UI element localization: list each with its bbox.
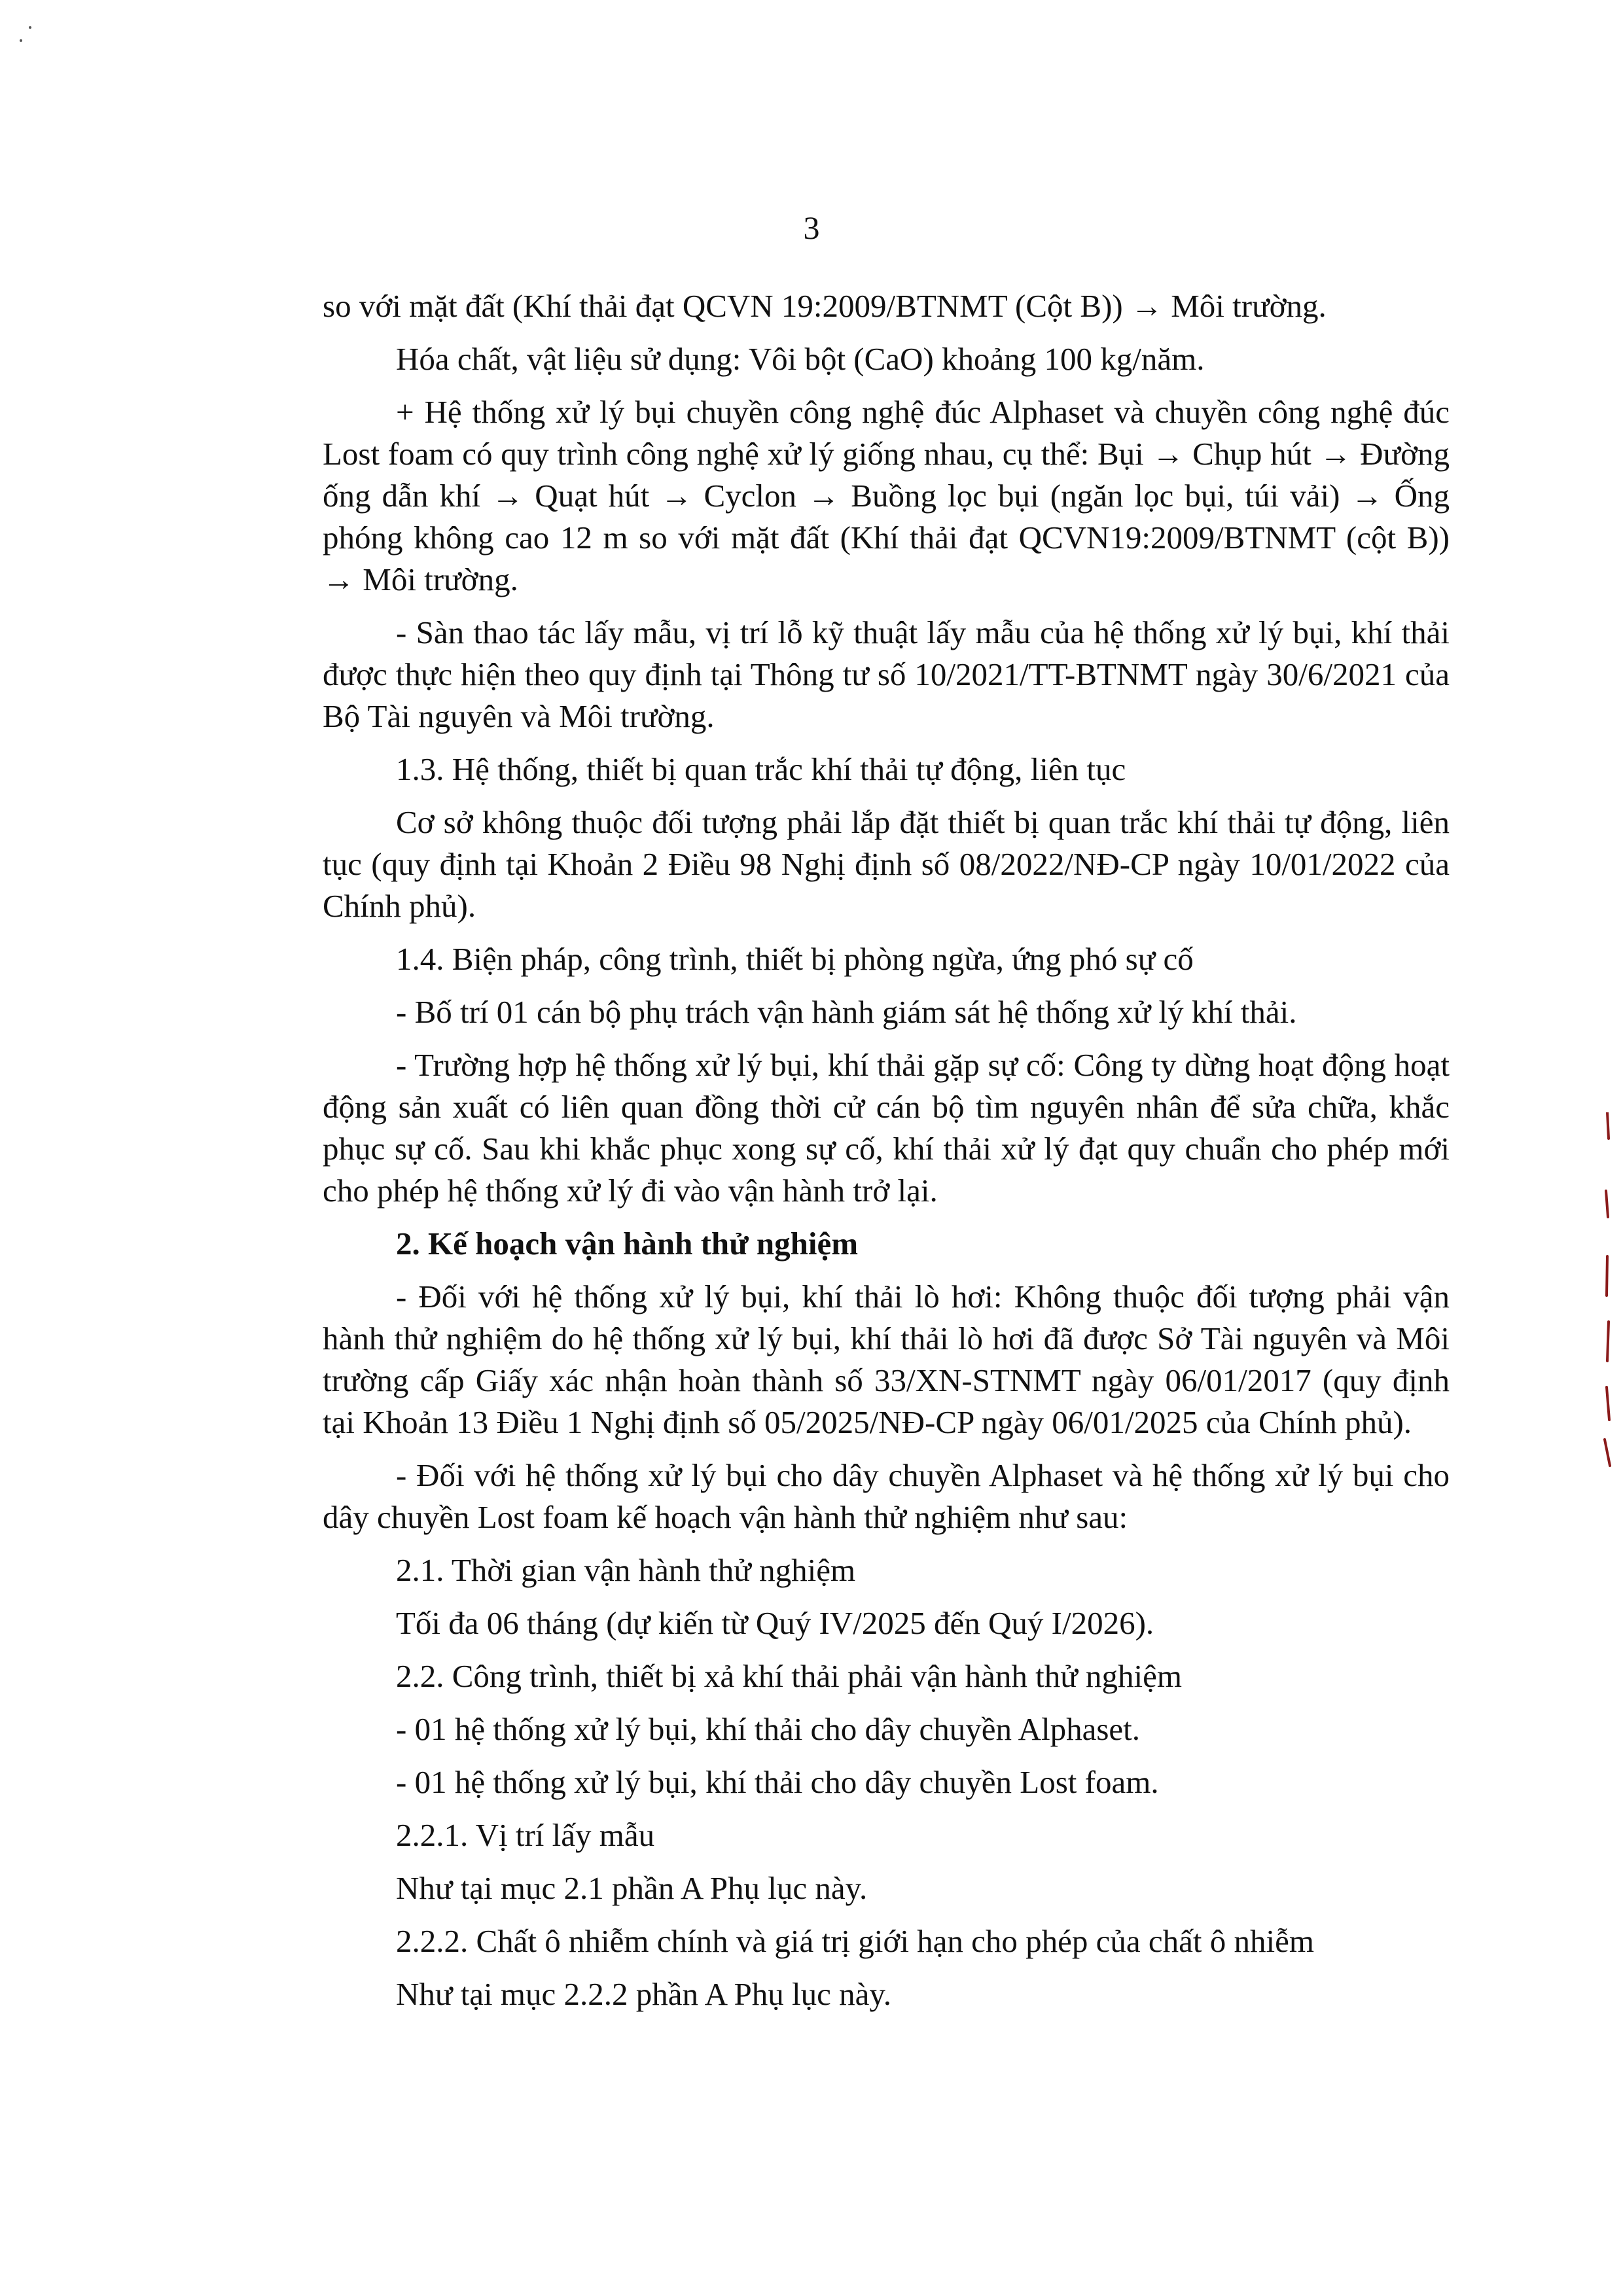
section-heading: 1.4. Biện pháp, công trình, thiết bị phòng ngừa, ứng phó sự cố: [396, 941, 1194, 977]
subsection-heading: 2.2.1. Vị trí lấy mẫu: [396, 1817, 655, 1853]
list-item: - 01 hệ thống xử lý bụi, khí thải cho dây chuyền Lost foam.: [396, 1764, 1159, 1800]
paragraph: - Đối với hệ thống xử lý bụi, khí thải lò hơi: Không thuộc đối tượng phải vận hành thử nghiệm do hệ thống xử lý bụi, khí thải lò hơi đã được Sở Tài nguyên và Môi trường cấp Giấy xác nhận hoàn thành số 33/XN-STNMT ngày 06/01/2017 (quy định tại Khoản 13 Điều 1 Nghị định số 05/2025/NĐ-CP ngày 06/01/2025 của Chính phủ).: [323, 1279, 1450, 1440]
subsection-heading: 2.2. Công trình, thiết bị xả khí thải phải vận hành thử nghiệm: [396, 1658, 1183, 1694]
paragraph: - Sàn thao tác lấy mẫu, vị trí lỗ kỹ thuật lấy mẫu của hệ thống xử lý bụi, khí thải được thực hiện theo quy định tại Thông tư số 10/2021/TT-BTNMT ngày 30/6/2021 của Bộ Tài nguyên và Môi trường.: [323, 614, 1450, 734]
margin-stamp-mark: [1601, 1112, 1614, 1479]
paragraph: + Hệ thống xử lý bụi chuyền công nghệ đúc Alphaset và chuyền công nghệ đúc Lost foam có quy trình công nghệ xử lý giống nhau, cụ thể: Bụi → Chụp hút → Đường ống dẫn khí → Quạt hút → Cyclon → Buồng lọc bụi (ngăn lọc bụi, túi vải) → Ống phóng không cao 12 m so với mặt đất (Khí thải đạt QCVN19:2009/BTNMT (cột B)) → Môi trường.: [323, 394, 1450, 597]
section-heading: 1.3. Hệ thống, thiết bị quan trắc khí thải tự động, liên tục: [396, 751, 1126, 787]
page-number: 3: [803, 209, 820, 246]
scan-speck: [29, 26, 31, 29]
subsection-heading: 2.2.2. Chất ô nhiễm chính và giá trị giới hạn cho phép của chất ô nhiễm: [396, 1923, 1315, 1959]
paragraph: - Bố trí 01 cán bộ phụ trách vận hành giám sát hệ thống xử lý khí thải.: [396, 994, 1297, 1030]
paragraph: so với mặt đất (Khí thải đạt QCVN 19:2009/BTNMT (Cột B)) → Môi trường.: [323, 288, 1327, 324]
subsection-heading: 2.1. Thời gian vận hành thử nghiệm: [396, 1552, 856, 1588]
list-item: - 01 hệ thống xử lý bụi, khí thải cho dây chuyền Alphaset.: [396, 1711, 1141, 1747]
paragraph: Hóa chất, vật liệu sử dụng: Vôi bột (CaO) khoảng 100 kg/năm.: [396, 341, 1205, 377]
scan-speck: [20, 39, 22, 42]
paragraph: - Trường hợp hệ thống xử lý bụi, khí thải gặp sự cố: Công ty dừng hoạt động hoạt động sản xuất có liên quan đồng thời cử cán bộ tìm nguyên nhân để sửa chữa, khắc phục sự cố. Sau khi khắc phục xong sự cố, khí thải xử lý đạt quy chuẩn cho phép mới cho phép hệ thống xử lý đi vào vận hành trở lại.: [323, 1047, 1450, 1209]
section-heading-bold: 2. Kế hoạch vận hành thử nghiệm: [396, 1226, 859, 1262]
paragraph: Tối đa 06 tháng (dự kiến từ Quý IV/2025 đến Quý I/2026).: [396, 1605, 1154, 1641]
paragraph: - Đối với hệ thống xử lý bụi cho dây chuyền Alphaset và hệ thống xử lý bụi cho dây chuyền Lost foam kế hoạch vận hành thử nghiệm như sau:: [323, 1457, 1450, 1535]
paragraph: Cơ sở không thuộc đối tượng phải lắp đặt thiết bị quan trắc khí thải tự động, liên tục (quy định tại Khoản 2 Điều 98 Nghị định số 08/2022/NĐ-CP ngày 10/01/2022 của Chính phủ).: [323, 804, 1450, 924]
paragraph: Như tại mục 2.1 phần A Phụ lục này.: [396, 1870, 868, 1906]
paragraph: Như tại mục 2.2.2 phần A Phụ lục này.: [396, 1976, 891, 2012]
document-body: [323, 285, 1450, 2026]
